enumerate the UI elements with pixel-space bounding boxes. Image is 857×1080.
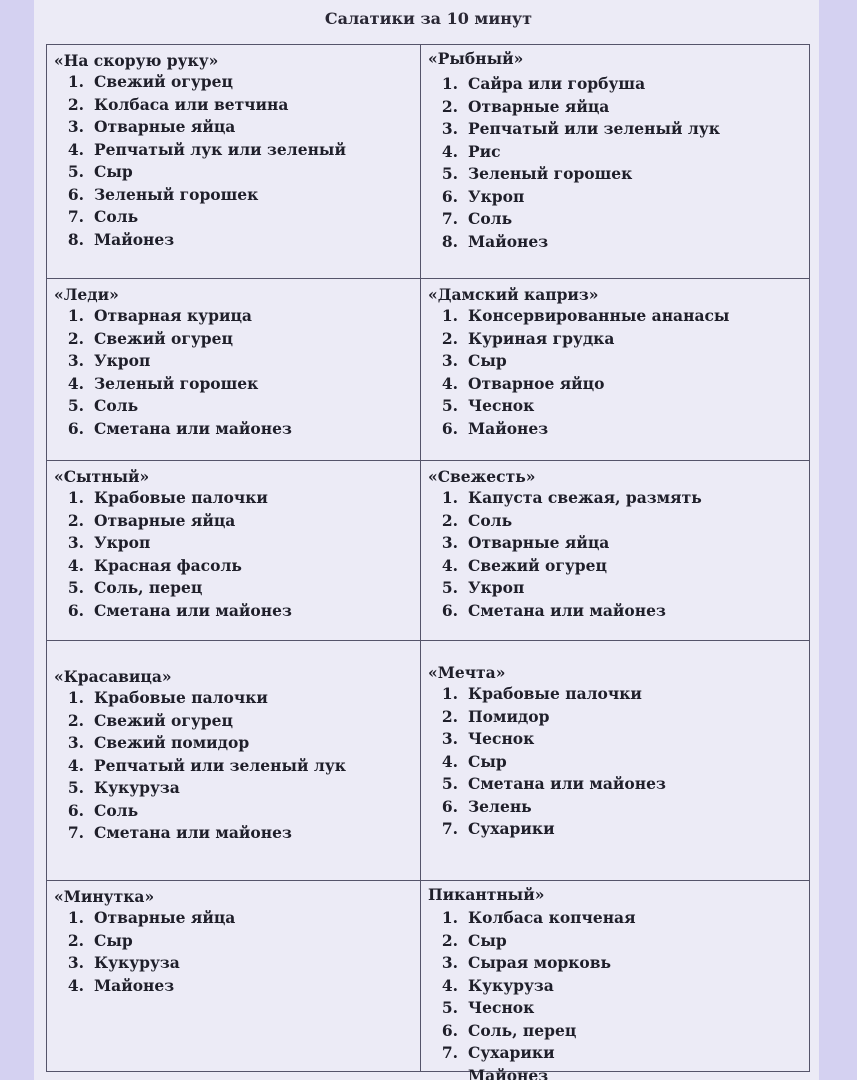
salad-title: «Красавица» [54,667,172,686]
ingredient-item [54,822,420,845]
ingredient-text: Репчатый или зеленый лук [468,119,720,138]
ingredient-item [54,418,420,441]
ingredient-text: Свежий огурец [94,710,233,730]
ingredient-item [54,305,420,328]
ingredient-text: Сыр [468,351,507,370]
ingredient-number: 6. [67,184,84,204]
ingredient-number: 1. [67,306,84,325]
ingredient-number: 4. [441,141,458,161]
ingredient-text: Крабовые палочки [94,488,268,507]
ingredient-text: Сыр [94,930,133,950]
ingredient-number: 4. [67,555,84,575]
ingredient-text: Репчатый лук или зеленый [94,139,346,159]
ingredient-number: 2. [67,930,84,950]
ingredient-item [428,600,809,623]
ingredient-item [54,532,420,555]
ingredient-number: 2. [441,328,458,348]
ingredient-item [428,141,809,164]
ingredient-text: Соль [94,207,139,226]
salad-cell-pikantny [421,881,809,1080]
ingredient-item [54,161,420,184]
ingredient-list [428,907,809,1080]
ingredient-item [428,930,809,953]
ingredient-number: 1. [441,684,458,703]
ingredient-text: Сметана или майонез [94,823,292,842]
ingredient-number: 7. [67,823,84,842]
ingredient-item [428,555,809,578]
ingredient-item [54,116,420,139]
salad-title: «Минутка» [54,887,155,906]
ingredient-text: Колбаса копченая [468,908,636,927]
photo-edge-right [819,0,857,1080]
ingredient-text: Чеснок [468,396,535,415]
ingredient-item [54,600,420,623]
ingredient-text: Сухарики [468,1043,555,1062]
ingredient-text: Отварные яйца [468,533,610,552]
ingredient-text: Свежий огурец [94,72,233,91]
salad-cell-sytny [47,461,421,641]
salad-title: Пикантный» [428,885,545,904]
ingredient-number: 3. [67,117,84,136]
ingredient-text: Колбаса или ветчина [94,94,289,114]
ingredient-item [428,1042,809,1065]
ingredient-item [54,229,420,252]
ingredient-item [54,732,420,755]
ingredient-text: Отварные яйца [94,117,236,136]
ingredient-number: 6. [67,418,84,438]
ingredient-item [428,773,809,796]
ingredient-text: Капуста свежая, размять [468,488,702,507]
ingredient-text: Сыр [468,930,507,950]
ingredient-text: Соль [94,396,139,415]
ingredient-text: Чеснок [468,729,535,748]
ingredient-number: 8. [67,229,84,249]
ingredient-item [54,755,420,778]
ingredient-text: Сметана или майонез [468,600,666,620]
ingredient-item [54,71,420,94]
ingredient-list [54,71,420,251]
ingredient-item [428,118,809,141]
salad-title: «Свежесть» [428,467,536,486]
ingredient-item [428,796,809,819]
ingredient-item [54,350,420,373]
ingredient-number: 3. [441,351,458,370]
ingredient-number: 3. [67,533,84,552]
ingredient-number: 5. [67,578,84,597]
ingredient-item [428,975,809,998]
ingredient-text: Отварные яйца [94,510,236,530]
ingredient-number: 6. [441,600,458,620]
ingredient-text: Соль, перец [468,1020,577,1040]
ingredient-number: 1. [441,488,458,507]
ingredient-item [428,1020,809,1043]
salad-table [46,44,810,1080]
ingredient-text: Сметана или майонез [94,418,292,438]
ingredient-item [428,208,809,231]
ingredient-list [54,305,420,440]
ingredient-text: Отварное яйцо [468,373,605,393]
ingredient-text: Репчатый или зеленый лук [94,755,346,775]
salad-title: «На скорую руку» [54,51,219,70]
ingredient-item [428,952,809,975]
salad-title: «Рыбный» [428,49,524,68]
ingredient-item [428,373,809,396]
ingredient-text: Соль [468,209,513,228]
ingredient-text: Сыр [94,162,133,181]
ingredient-item [428,395,809,418]
ingredient-number: 3. [67,351,84,370]
ingredient-item [54,487,420,510]
ingredient-item [428,751,809,774]
ingredient-number: 4. [67,373,84,393]
ingredient-item [54,94,420,117]
ingredient-item [428,350,809,373]
ingredient-number: 2. [67,510,84,530]
ingredient-number: 6. [67,800,84,820]
ingredient-item [54,687,420,710]
ingredient-text: Укроп [94,533,151,552]
ingredient-item [428,73,809,96]
ingredient-text: Крабовые палочки [468,684,642,703]
ingredient-number: 1. [441,306,458,325]
ingredient-item [428,487,809,510]
ingredient-number: 5. [67,396,84,415]
ingredient-number: 4. [441,555,458,575]
ingredient-text: Укроп [468,578,525,597]
ingredient-item [428,418,809,441]
ingredient-number: 5. [67,778,84,797]
ingredient-number: 3. [441,953,458,972]
ingredient-text: Зелень [468,796,532,816]
ingredient-text: Кукуруза [94,778,180,797]
ingredient-item [54,206,420,229]
ingredient-number: 2. [441,706,458,726]
ingredient-item [54,907,420,930]
salad-cell-krasavitsa [47,641,421,881]
ingredient-text: Чеснок [468,998,535,1017]
ingredient-text: Отварные яйца [94,908,236,927]
ingredient-text: Соль [94,800,139,820]
ingredient-list [54,687,420,845]
ingredient-item [428,96,809,119]
ingredient-item-extra [428,1065,809,1080]
ingredient-number: 5. [441,164,458,183]
ingredient-list [54,907,420,997]
salad-title: «Леди» [54,285,119,304]
ingredient-text: Зеленый горошек [94,184,259,204]
ingredient-number: 2. [441,930,458,950]
ingredient-item [54,555,420,578]
ingredient-item [428,186,809,209]
salad-cell-mechta [421,641,809,881]
ingredient-item [428,510,809,533]
document-title: Салатики за 10 минут [324,9,533,28]
ingredient-number: 4. [67,975,84,995]
ingredient-number: 2. [441,510,458,530]
salad-cell-rybny [421,45,809,279]
ingredient-item [428,706,809,729]
ingredient-text: Сметана или майонез [468,774,666,793]
ingredient-number: 3. [441,533,458,552]
ingredient-item [428,728,809,751]
ingredient-number: 1. [67,488,84,507]
ingredient-number: 1. [441,74,458,93]
ingredient-text: Соль, перец [94,578,203,597]
ingredient-text: Свежий помидор [94,733,250,752]
ingredient-item [54,184,420,207]
ingredient-number: 5. [441,396,458,415]
ingredient-number: 3. [67,953,84,972]
ingredient-text: Соль [468,510,513,530]
ingredient-text: Сырая морковь [468,953,612,972]
ingredient-item [428,997,809,1020]
ingredient-number: 5. [441,998,458,1017]
ingredient-number: 2. [67,328,84,348]
ingredient-item [54,510,420,533]
ingredient-text: Свежий огурец [468,555,607,575]
ingredient-number: 1. [67,908,84,927]
salad-cell-svezhest [421,461,809,641]
salad-title: «Мечта» [428,663,506,682]
ingredient-number: 2. [441,96,458,116]
salad-title: «Дамский каприз» [428,285,599,304]
ingredient-text: Рис [468,141,501,161]
ingredient-item [428,305,809,328]
ingredient-text: Отварные яйца [468,96,610,116]
ingredient-text: Отварная курица [94,306,252,325]
ingredient-number: 7. [441,819,458,838]
ingredient-item [54,373,420,396]
ingredient-text: Майонез [94,229,175,249]
salad-title: «Сытный» [54,467,150,486]
ingredient-number: 3. [441,729,458,748]
ingredient-text: Укроп [94,351,151,370]
ingredient-item [428,683,809,706]
ingredient-number: 4. [441,975,458,995]
ingredient-text: Зеленый горошек [468,164,633,183]
ingredient-number: 1. [441,908,458,927]
ingredient-item [428,907,809,930]
ingredient-text: Зеленый горошек [94,373,259,393]
ingredient-number: 2. [67,710,84,730]
ingredient-text: Красная фасоль [94,555,242,575]
ingredient-item [428,328,809,351]
ingredient-number: 4. [67,139,84,159]
ingredient-item [54,952,420,975]
ingredient-number: 6. [441,1020,458,1040]
ingredient-item [428,818,809,841]
ingredient-text: Майонез [468,418,549,438]
ingredient-text: Майонез [94,975,175,995]
ingredient-number: 4. [441,751,458,771]
ingredient-text: Крабовые палочки [94,688,268,707]
ingredient-text: Консервированные ананасы [468,306,730,325]
ingredient-text: Кукуруза [94,953,180,972]
ingredient-item [54,777,420,800]
ingredient-number: 5. [441,578,458,597]
ingredient-item [428,231,809,254]
ingredient-item [54,577,420,600]
ingredient-text: Сыр [468,751,507,771]
ingredient-text: Сайра или горбуша [468,74,646,93]
ingredient-list [428,487,809,622]
salad-cell-damsky-kapriz [421,279,809,461]
ingredient-item [428,577,809,600]
ingredient-list [54,487,420,622]
ingredient-number: 7. [67,207,84,226]
ingredient-number: 1. [67,688,84,707]
ingredient-number: 3. [441,119,458,138]
salad-cell-ledi [47,279,421,461]
ingredient-number: 8. [441,231,458,251]
ingredient-list [428,73,809,253]
ingredient-item [428,532,809,555]
ingredient-item [54,930,420,953]
ingredient-text: Куриная грудка [468,328,615,348]
ingredient-item [54,139,420,162]
ingredient-number: 5. [441,774,458,793]
ingredient-text: Майонез [468,1065,549,1080]
ingredient-number: 1. [67,72,84,91]
ingredient-text: Укроп [468,186,525,206]
ingredient-number: 2. [67,94,84,114]
ingredient-number: 6. [67,600,84,620]
ingredient-number: 6. [441,418,458,438]
ingredient-list [428,683,809,841]
ingredient-text: Помидор [468,706,550,726]
ingredient-text: Кукуруза [468,975,554,995]
ingredient-number: 6. [441,796,458,816]
ingredient-item [54,975,420,998]
ingredient-number: 4. [67,755,84,775]
ingredient-number: 4. [441,373,458,393]
ingredient-item [428,163,809,186]
ingredient-number: 7. [441,209,458,228]
photo-edge-left [0,0,34,1080]
ingredient-number: 7. [441,1043,458,1062]
ingredient-number: 5. [67,162,84,181]
ingredient-number: 3. [67,733,84,752]
ingredient-text: Сухарики [468,819,555,838]
ingredient-number: 6. [441,186,458,206]
ingredient-list [428,305,809,440]
ingredient-item [54,395,420,418]
ingredient-item [54,800,420,823]
ingredient-text: Сметана или майонез [94,600,292,620]
ingredient-item [54,710,420,733]
salad-cell-minutka [47,881,421,1071]
salad-cell-na-skoruyu-ruku [47,45,421,279]
ingredient-item [54,328,420,351]
ingredient-text: Свежий огурец [94,328,233,348]
ingredient-text: Майонез [468,231,549,251]
